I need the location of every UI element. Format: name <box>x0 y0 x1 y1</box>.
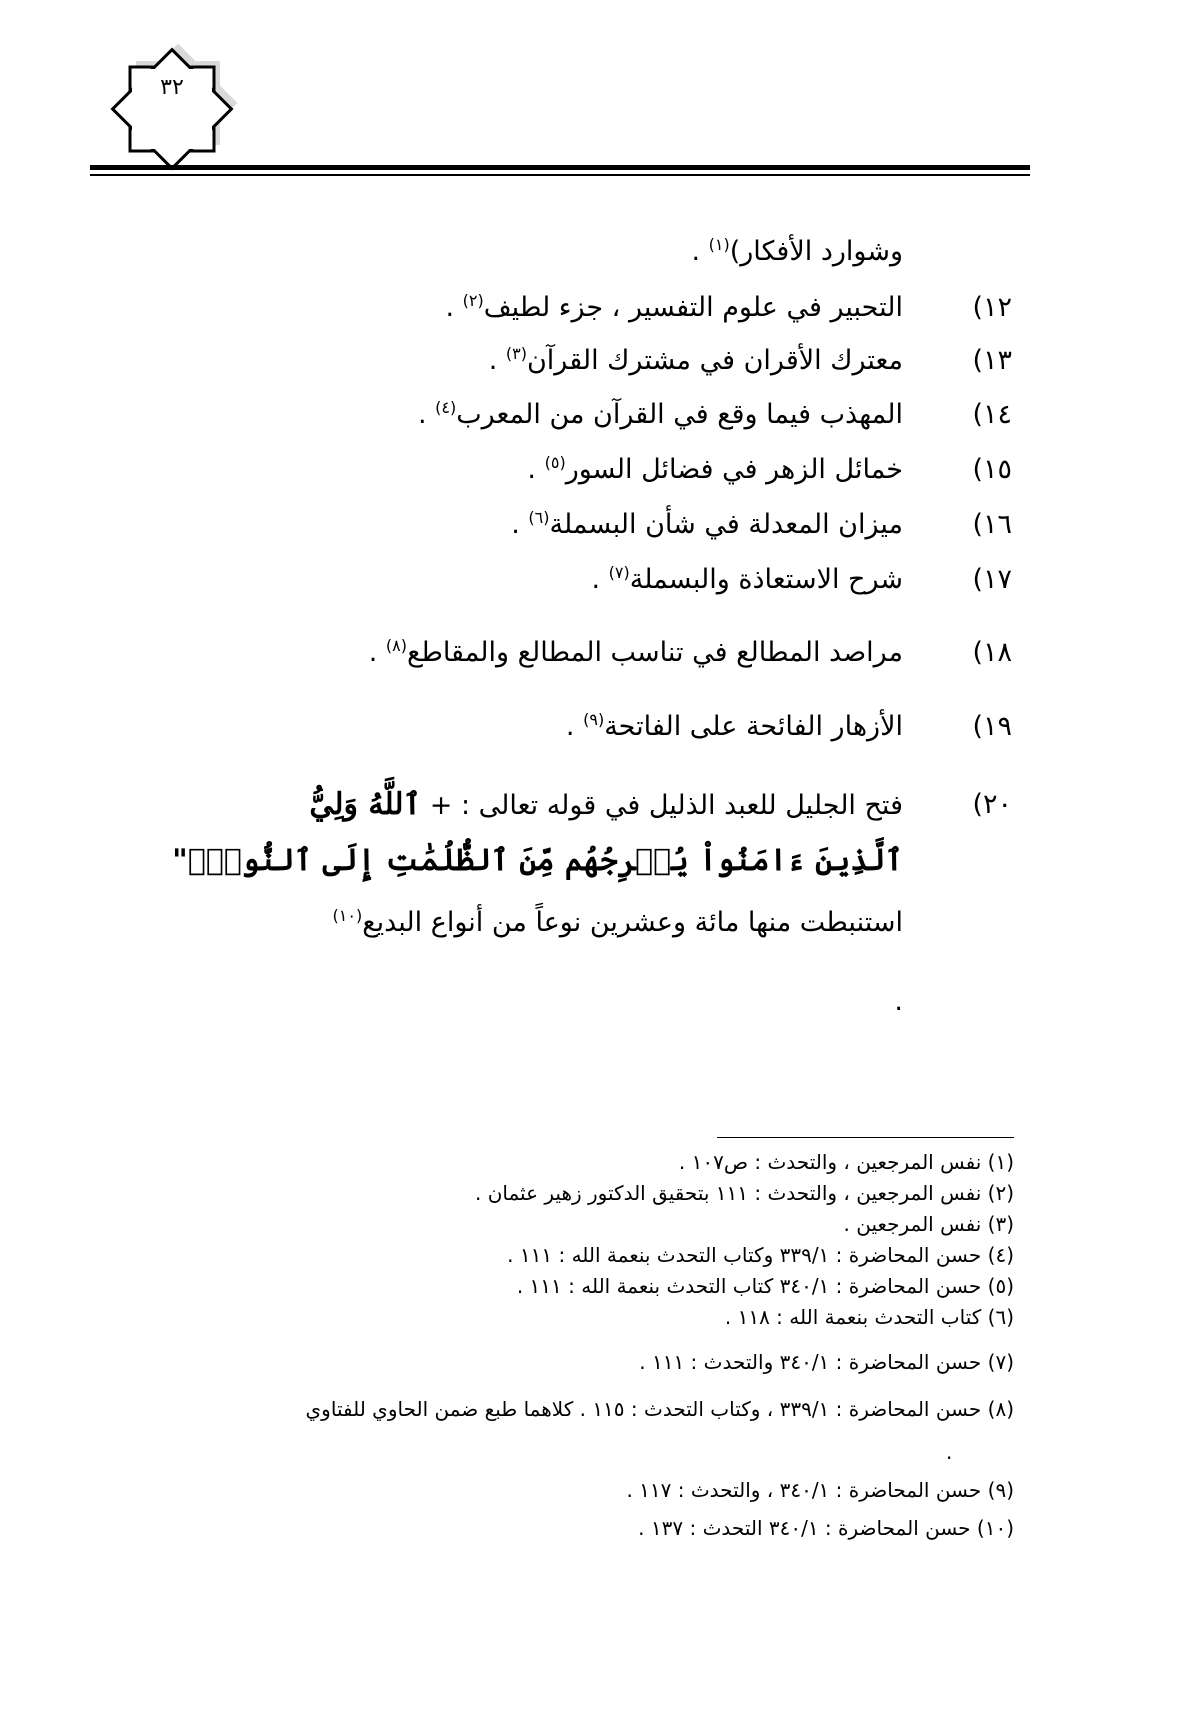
footnote-ref[interactable]: (٣) <box>505 344 527 363</box>
list-item-text: معترك الأقران في مشترك القرآن$^{(٣)}$ . <box>488 344 903 376</box>
footnote-ref[interactable]: (٦) <box>528 508 550 527</box>
footnote: (٥) حسن المحاضرة : ٣٤٠/١ كتاب التحدث بنعمة الله : ١١١ . <box>516 1274 1014 1298</box>
list-item-text: ٱلَّذِينَ ءَامَنُواْ يُخۡرِجُهُم مِّنَ ٱلظُّلُمَٰتِ إِلَى ٱلنُّورِۖ" <box>172 843 903 878</box>
list-item-text: ميزان المعدلة في شأن البسملة$^{(٦)}$ . <box>511 508 903 540</box>
footnote: (٣) نفس المرجعين . <box>843 1212 1014 1236</box>
item-number: ١٦) <box>972 509 1012 540</box>
footnote-ref[interactable]: (٤) <box>435 398 457 417</box>
footnote-ref[interactable]: (٨) <box>385 636 407 655</box>
item-number: ٢٠) <box>972 789 1012 820</box>
list-item-text: خمائل الزهر في فضائل السور$^{(٥)}$ . <box>527 453 903 485</box>
list-item-text: فتح الجليل للعبد الذليل في قوله تعالى : + ٱللَّهُ وَلِيُّ <box>309 787 903 822</box>
list-item-text: الأزهار الفائحة على الفاتحة$^{(٩)}$ . <box>565 710 903 742</box>
quran-text: ٱلَّذِينَ ءَامَنُواْ يُخۡرِجُهُم مِّنَ ٱلظُّلُمَٰتِ إِلَى ٱلنُّورِۖ <box>187 843 903 878</box>
list-item-text: شرح الاستعاذة والبسملة$^{(٧)}$ . <box>591 563 903 595</box>
list-item-text: وشوارد الأفكار)$^{(١)}$ . <box>691 235 903 267</box>
footnote: (١٠) حسن المحاضرة : ٣٤٠/١ التحدث : ١٣٧ . <box>638 1516 1014 1540</box>
item-number: ١٢) <box>972 292 1012 323</box>
footnote-ref[interactable]: (٩) <box>583 710 605 729</box>
list-item-text: المهذب فيما وقع في القرآن من المعرب$^{(٤)}$ . <box>417 398 903 430</box>
footnote: (٤) حسن المحاضرة : ٣٣٩/١ وكتاب التحدث بنعمة الله : ١١١ . <box>507 1243 1014 1267</box>
footnote-ref[interactable]: (٧) <box>608 563 630 582</box>
page-number: ٣٢ <box>160 75 184 100</box>
footnote: (٩) حسن المحاضرة : ٣٤٠/١ ، والتحدث : ١١٧ . <box>626 1478 1014 1502</box>
item-number: ١٥) <box>972 454 1012 485</box>
footnote-separator <box>717 1137 1014 1138</box>
list-item-text: التحبير في علوم التفسير ، جزء لطيف$^{(٢)}$ . <box>445 291 903 323</box>
footnote-continuation: . <box>946 1440 953 1464</box>
item-number: ١٣) <box>972 345 1012 376</box>
footnote-ref[interactable]: (٢) <box>462 291 484 310</box>
footnote: (٧) حسن المحاضرة : ٣٤٠/١ والتحدث : ١١١ . <box>639 1350 1014 1374</box>
list-item-end: . <box>894 986 903 1017</box>
footnote: (٨) حسن المحاضرة : ٣٣٩/١ ، وكتاب التحدث : ١١٥ . كلاهما طبع ضمن الحاوي للفتاوي <box>305 1397 1014 1421</box>
footnote: (٦) كتاب التحدث بنعمة الله : ١١٨ . <box>724 1305 1014 1329</box>
footnote-ref[interactable]: (٥) <box>544 453 566 472</box>
quran-text: ٱللَّهُ وَلِيُّ <box>309 787 422 822</box>
footnote: (٢) نفس المرجعين ، والتحدث : ١١١ بتحقيق الدكتور زهير عثمان . <box>475 1181 1014 1205</box>
list-item-text: استنبطت منها مائة وعشرين نوعاً من أنواع البديع$^{(١٠)}$ <box>332 906 903 938</box>
item-number: ١٨) <box>972 637 1012 668</box>
footnote-ref[interactable]: (١) <box>708 235 730 254</box>
footnote-ref[interactable]: (١٠) <box>332 906 363 925</box>
list-item-text: مراصد المطالع في تناسب المطالع والمقاطع$^{(٨)}$ . <box>368 636 903 668</box>
footnote: (١) نفس المرجعين ، والتحدث : ص١٠٧ . <box>678 1150 1014 1174</box>
item-number: ١٧) <box>972 564 1012 595</box>
item-number: ١٤) <box>972 399 1012 430</box>
item-number: ١٩) <box>972 711 1012 742</box>
